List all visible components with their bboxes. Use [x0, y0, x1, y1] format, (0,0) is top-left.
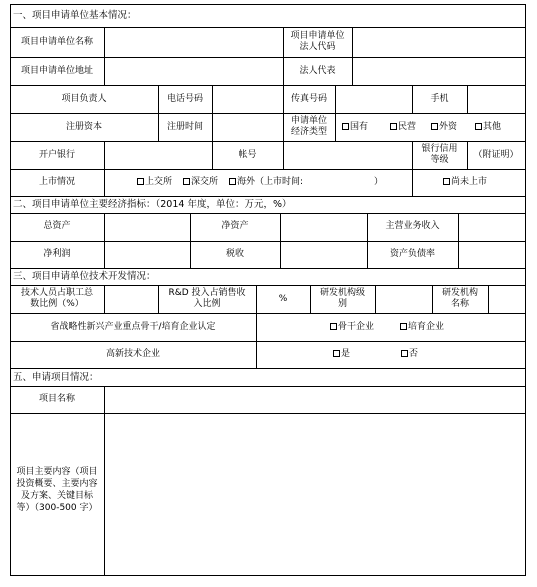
option-backbone-label: 骨干企业 [338, 322, 375, 332]
input-tax[interactable] [281, 242, 367, 268]
checkbox-icon [401, 350, 408, 357]
input-staff-ratio[interactable] [105, 286, 158, 313]
option-cultivate-label: 培育企业 [408, 322, 445, 332]
label-staff-ratio [10, 288, 104, 310]
option-unlisted[interactable] [443, 177, 487, 188]
grid-line [10, 196, 526, 197]
label-total-assets: 总资产 [43, 221, 71, 231]
option-state-label: 国有 [350, 122, 369, 132]
input-unit-address[interactable] [105, 58, 283, 85]
rd-ratio-percent: % [278, 294, 288, 304]
option-private-label: 民营 [398, 122, 417, 132]
option-no-label: 否 [409, 349, 419, 359]
label-reg-time: 注册时间 [166, 122, 203, 132]
label-debt-ratio: 资产负债率 [389, 249, 435, 259]
option-overseas[interactable] [229, 177, 303, 188]
option-other-label: 其他 [483, 122, 502, 132]
option-szse[interactable] [183, 177, 218, 188]
label-key-enterprise: 省战略性新兴产业重点骨干/培育企业认定 [50, 322, 216, 332]
section-5-title: 五、申请项目情况： [13, 372, 99, 383]
label-legal-code-line2: 法人代码 [299, 42, 336, 52]
input-rd-name[interactable] [489, 286, 525, 313]
section-3-title: 三、项目申请单位技术开发情况： [13, 271, 156, 282]
checkbox-icon [431, 123, 438, 130]
input-main-revenue[interactable] [459, 214, 525, 241]
input-fax[interactable] [336, 86, 412, 113]
option-yes[interactable] [333, 349, 350, 360]
section-2-title: 二、项目申请单位主要经济指标：（2014 年度，单位：万元，%） [13, 199, 292, 210]
grid-line [10, 169, 526, 170]
option-cultivate[interactable] [400, 322, 444, 333]
label-rd-ratio [158, 288, 256, 310]
label-reg-capital: 注册资本 [65, 122, 102, 132]
option-foreign[interactable] [431, 122, 457, 133]
label-rd-name [432, 288, 488, 310]
label-tax: 税收 [225, 249, 244, 259]
checkbox-icon [400, 323, 407, 330]
label-project-content-line1: 项目主要内容（项目 [16, 467, 98, 477]
label-rd-level [310, 288, 375, 310]
label-bank: 开户银行 [38, 150, 75, 160]
option-sse-label: 上交所 [145, 177, 173, 187]
input-account[interactable] [284, 142, 412, 169]
input-project-content[interactable] [105, 414, 525, 575]
label-staff-ratio-line2: 数比例（%） [30, 299, 84, 309]
label-net-profit: 净利润 [43, 249, 71, 259]
option-yes-label: 是 [341, 349, 351, 359]
grid-line [104, 169, 105, 196]
label-account: 帐号 [238, 150, 257, 160]
label-credit-line2: 等级 [430, 155, 449, 165]
option-private[interactable] [390, 122, 416, 133]
label-project-content-line2: 投资概要、主要内容 [16, 479, 98, 489]
input-rd-level[interactable] [376, 286, 432, 313]
checkbox-icon [443, 178, 450, 185]
input-net-profit[interactable] [105, 242, 190, 268]
input-legal-code[interactable] [353, 28, 525, 57]
section-1-title: 一、项目申请单位基本情况： [13, 10, 137, 21]
grid-line [10, 368, 526, 369]
label-econ-type-line2: 经济类型 [290, 127, 327, 137]
label-fax: 传真号码 [290, 94, 327, 104]
label-legal-code [283, 31, 352, 53]
label-listing: 上市情况 [38, 177, 75, 187]
input-reg-time[interactable] [213, 114, 283, 141]
grid-line [10, 141, 526, 142]
option-no[interactable] [401, 349, 418, 360]
label-rd-name-line1: 研发机构 [441, 288, 478, 298]
label-project-lead: 项目负责人 [61, 94, 107, 104]
input-project-name[interactable] [105, 387, 525, 413]
checkbox-icon [330, 323, 337, 330]
label-rd-ratio-line1: R&D 投入占销售收 [168, 288, 246, 298]
option-foreign-label: 外资 [439, 122, 458, 132]
label-unit-name: 项目申请单位名称 [20, 37, 93, 47]
label-legal-rep: 法人代表 [299, 66, 336, 76]
input-phone[interactable] [213, 86, 283, 113]
grid-line [10, 268, 526, 269]
label-net-assets: 净资产 [221, 221, 249, 231]
label-econ-type-line1: 申请单位 [290, 116, 327, 126]
grid-line [10, 241, 526, 242]
label-unit-address: 项目申请单位地址 [20, 66, 93, 76]
label-legal-code-line1: 项目申请单位 [290, 31, 345, 41]
grid-line [10, 285, 526, 286]
grid-line [10, 313, 526, 314]
label-hitech: 高新技术企业 [105, 349, 160, 359]
input-legal-rep[interactable] [353, 58, 525, 85]
grid-line [10, 213, 526, 214]
checkbox-icon [342, 123, 349, 130]
option-backbone[interactable] [330, 322, 374, 333]
label-rd-level-line1: 研发机构级 [319, 288, 365, 298]
input-unit-name[interactable] [105, 28, 283, 57]
listing-close-paren: ） [374, 177, 384, 187]
input-net-assets[interactable] [281, 214, 367, 241]
checkbox-icon [390, 123, 397, 130]
label-project-content-line3: 及方案、关键目标 [20, 491, 93, 501]
input-bank[interactable] [105, 142, 212, 169]
label-project-name: 项目名称 [38, 394, 75, 404]
grid-line [10, 4, 526, 5]
checkbox-icon [137, 178, 144, 185]
label-credit [412, 144, 467, 166]
label-rd-ratio-line2: 入比例 [193, 299, 221, 309]
checkbox-icon [183, 178, 190, 185]
checkbox-icon [333, 350, 340, 357]
label-project-content [12, 466, 102, 514]
option-other[interactable] [475, 122, 501, 133]
checkbox-icon [229, 178, 236, 185]
option-sse[interactable] [137, 177, 172, 188]
option-unlisted-label: 尚未上市 [451, 177, 488, 187]
label-project-content-line4: 等）（300-500 字） [16, 503, 98, 513]
option-state[interactable] [342, 122, 368, 133]
input-debt-ratio[interactable] [459, 242, 525, 268]
label-mobile: 手机 [430, 94, 449, 104]
grid-line [412, 169, 413, 196]
checkbox-icon [475, 123, 482, 130]
label-rd-name-line2: 名称 [450, 299, 469, 309]
label-staff-ratio-line1: 技术人员占职工总 [20, 288, 93, 298]
grid-line [525, 4, 526, 576]
input-mobile[interactable] [468, 86, 525, 113]
option-overseas-label: 海外（上市时间: [237, 177, 304, 187]
credit-note: （附证明） [473, 150, 519, 160]
option-szse-label: 深交所 [191, 177, 219, 187]
label-credit-line1: 银行信用 [421, 144, 458, 154]
grid-line [256, 313, 257, 368]
input-total-assets[interactable] [105, 214, 190, 241]
label-phone: 电话号码 [166, 94, 203, 104]
grid-line [10, 575, 526, 576]
grid-line [10, 341, 526, 342]
label-econ-type [283, 116, 335, 138]
label-rd-level-line2: 别 [337, 299, 347, 309]
label-main-revenue: 主营业务收入 [385, 221, 440, 231]
